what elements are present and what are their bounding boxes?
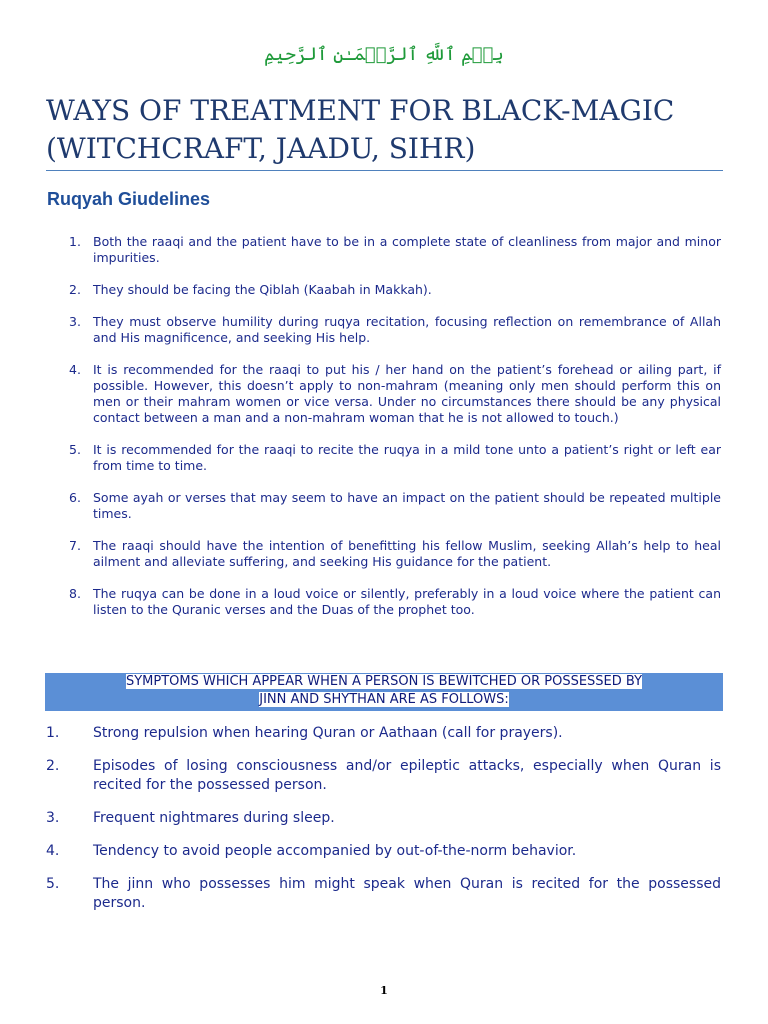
list-item — [46, 757, 721, 795]
list-item-text: Some ayah or verses that may seem to have an impact on the patient should be repeated multiple times. — [93, 490, 721, 521]
list-item — [64, 490, 721, 522]
list-item-number: 3. — [46, 810, 60, 826]
page-title — [46, 92, 736, 168]
list-item-text: The ruqya can be done in a loud voice or silently, preferably in a loud voice where the patient can listen to the Quranic verses and the Duas of the prophet too. — [93, 586, 721, 617]
list-item-number: 2. — [46, 758, 60, 774]
list-item-text: Strong repulsion when hearing Quran or Aathaan (call for prayers). — [93, 725, 563, 741]
list-item — [64, 314, 721, 346]
list-item — [64, 586, 721, 618]
list-item-text: They must observe humility during ruqya recitation, focusing reflection on remembrance of Allah and His magnificence, and seeking His help. — [93, 314, 721, 345]
list-item-number: 1. — [69, 234, 81, 249]
list-item — [46, 875, 721, 913]
list-item-number: 7. — [69, 538, 81, 553]
guidelines-heading: Ruqyah Giudelines — [47, 189, 211, 209]
list-item-text: Episodes of losing consciousness and/or epileptic attacks, especially when Quran is recited for the possessed person. — [93, 758, 721, 793]
list-item — [46, 724, 721, 743]
list-item-text: Frequent nightmares during sleep. — [93, 810, 335, 826]
list-item — [46, 842, 721, 861]
symptoms-banner — [60, 673, 708, 709]
list-item-number: 5. — [46, 876, 60, 892]
guidelines-list — [64, 234, 721, 634]
list-item-text: It is recommended for the raaqi to put his / her hand on the patient’s forehead or ailing part, if possible. However, this doesn’t apply to non-mahram (meaning only men should perform this on men or their mahram women or vice versa. Under no circumstances there should be any physical contact between a man and a non-mahram woman that he is not allowed to touch.) — [93, 362, 721, 425]
list-item — [46, 809, 721, 828]
list-item-text: Both the raaqi and the patient have to be in a complete state of cleanliness from major and minor impurities. — [93, 234, 721, 265]
list-item — [64, 442, 721, 474]
list-item — [64, 282, 721, 298]
list-item-number: 5. — [69, 442, 81, 457]
list-item-number: 4. — [46, 843, 60, 859]
title-line-1: WAYS OF TREATMENT FOR BLACK-MAGIC — [46, 94, 675, 127]
list-item-number: 6. — [69, 490, 81, 505]
list-item-text: Tendency to avoid people accompanied by out-of-the-norm behavior. — [93, 843, 577, 859]
title-line-2: (WITCHCRAFT, JAADU, SIHR) — [46, 132, 476, 165]
list-item — [64, 538, 721, 570]
list-item-number: 3. — [69, 314, 81, 329]
list-item-number: 8. — [69, 586, 81, 601]
list-item-number: 4. — [69, 362, 81, 377]
list-item — [64, 362, 721, 426]
page-number: 1 — [380, 984, 388, 997]
list-item-text: The raaqi should have the intention of benefitting his fellow Muslim, seeking Allah’s help to heal ailment and alleviate suffering, and seeking His guidance for the patient. — [93, 538, 721, 569]
list-item-text: The jinn who possesses him might speak when Quran is recited for the possessed person. — [93, 876, 721, 911]
list-item-number: 1. — [46, 725, 60, 741]
list-item-number: 2. — [69, 282, 81, 297]
list-item-text: They should be facing the Qiblah (Kaabah in Makkah). — [93, 282, 432, 297]
list-item — [64, 234, 721, 266]
symptoms-list — [46, 724, 721, 927]
bismillah-calligraphy: بِسۡمِ ٱللَّهِ ٱلرَّحۡمَـٰنِ ٱلرَّحِيمِ — [264, 44, 504, 65]
symptoms-banner-line-2: JINN AND SHYTHAN ARE AS FOLLOWS: — [259, 692, 509, 707]
list-item-text: It is recommended for the raaqi to recite the ruqya in a mild tone unto a patient’s right or left ear from time to time. — [93, 442, 721, 473]
symptoms-banner-line-1: SYMPTOMS WHICH APPEAR WHEN A PERSON IS BEWITCHED OR POSSESSED BY — [125, 674, 643, 689]
title-divider — [46, 170, 723, 171]
